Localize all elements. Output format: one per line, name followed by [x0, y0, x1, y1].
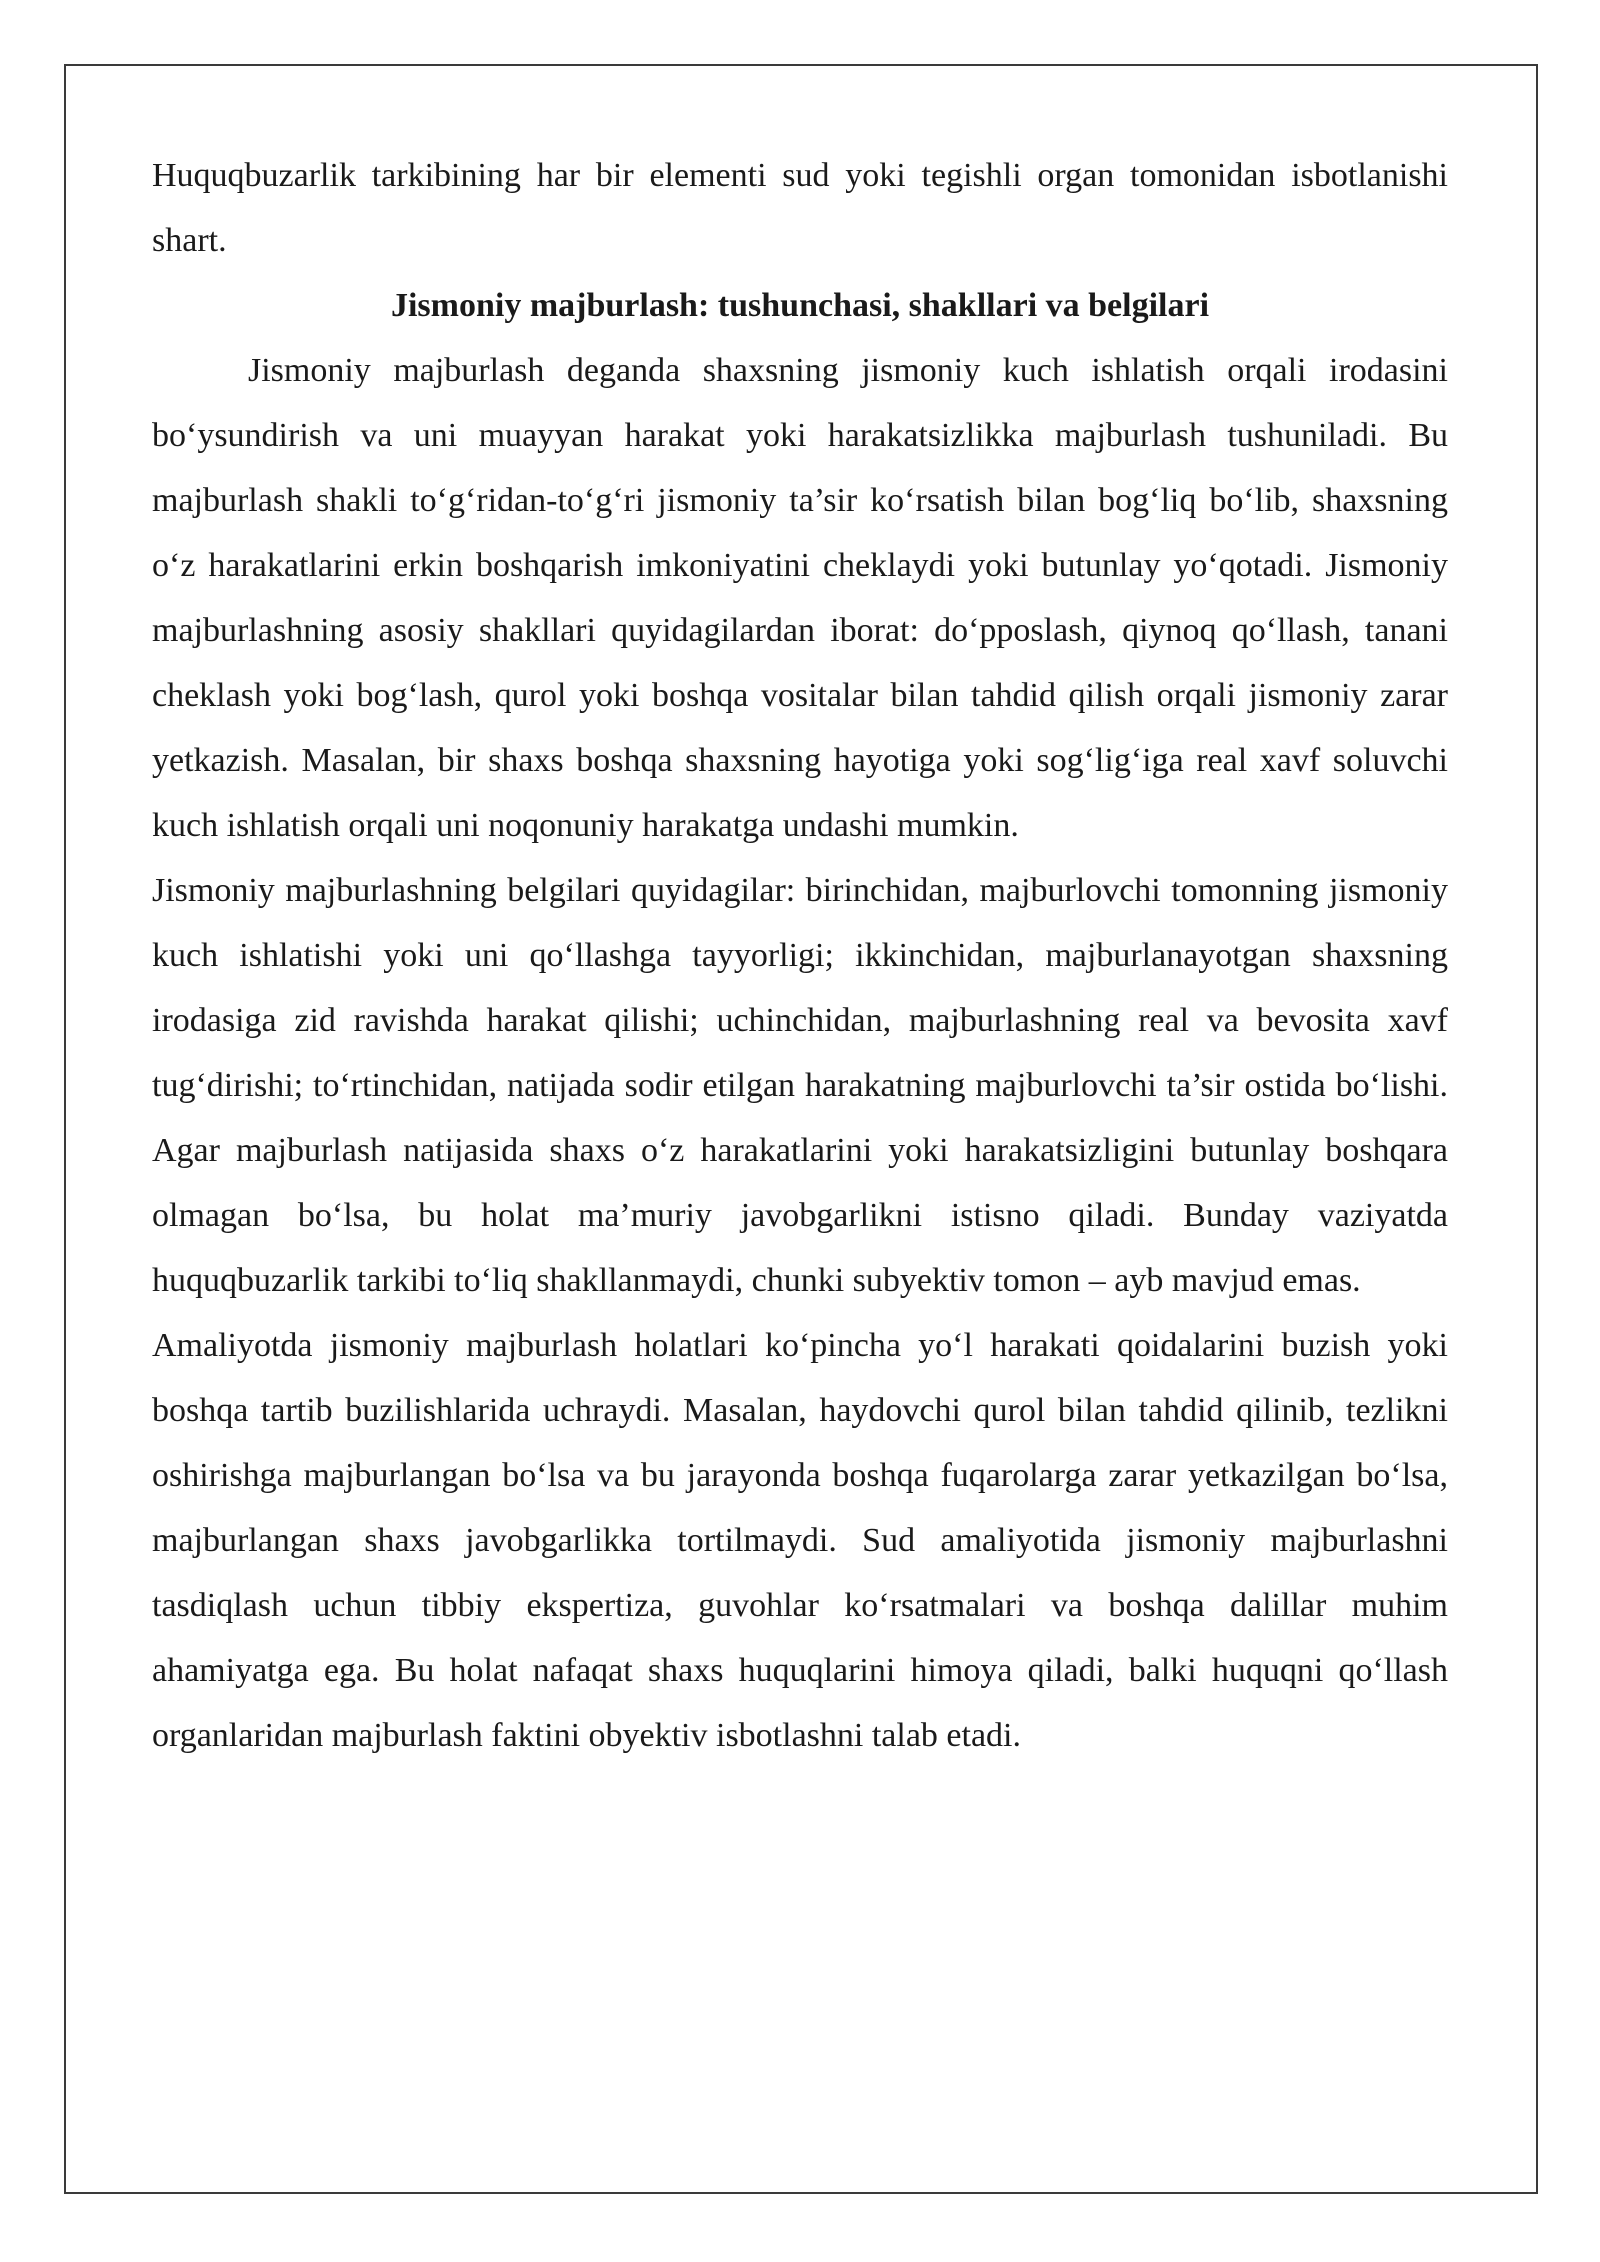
- intro-paragraph: Huquqbuzarlik tarkibining har bir elementi sud yoki tegishli organ tomonidan isbotlanishi shart.: [152, 157, 1448, 259]
- paragraph-practice: Amaliyotda jismoniy majburlash holatlari ko‘pincha yo‘l harakati qoidalarini buzish yoki boshqa tartib buzilishlarida uchraydi. Masalan, haydovchi qurol bilan tahdid qilinib, tezlikni oshirishga majburlangan bo‘lsa va bu jarayonda boshqa fuqarolarga zarar yetkazilgan bo‘lsa, majburlangan shaxs javobgarlikka tortilmaydi. Sud amaliyotida jismoniy majburlashni tasdiqlash uchun tibbiy ekspertiza, guvohlar ko‘rsatmalari va boshqa dalillar muhim ahamiyatga ega. Bu holat nafaqat shaxs huquqlarini himoya qiladi, balki huquqni qo‘llash organlaridan majburlash faktini obyektiv isbotlashni talab etadi.: [152, 1327, 1448, 1754]
- document-body: [152, 143, 1448, 1768]
- paragraph-signs: Jismoniy majburlashning belgilari quyidagilar: birinchidan, majburlovchi tomonning jismoniy kuch ishlatishi yoki uni qo‘llashga tayyorligi; ikkinchidan, majburlanayotgan shaxsning irodasiga zid ravishda harakat qilishi; uchinchidan, majburlashning real va bevosita xavf tug‘dirishi; to‘rtinchidan, natijada sodir etilgan harakatning majburlovchi ta’sir ostida bo‘lishi. Agar majburlash natijasida shaxs o‘z harakatlarini yoki harakatsizligini butunlay boshqara olmagan bo‘lsa, bu holat ma’muriy javobgarlikni istisno qiladi. Bunday vaziyatda huquqbuzarlik tarkibi to‘liq shakllanmaydi, chunki subyektiv tomon – ayb mavjud emas.: [152, 872, 1448, 1299]
- section-heading: Jismoniy majburlash: tushunchasi, shakllari va belgilari: [390, 287, 1210, 324]
- paragraph-definition: Jismoniy majburlash deganda shaxsning jismoniy kuch ishlatish orqali irodasini bo‘ysundirish va uni muayyan harakat yoki harakatsizlikka majburlash tushuniladi. Bu majburlash shakli to‘g‘ridan-to‘g‘ri jismoniy ta’sir ko‘rsatish bilan bog‘liq bo‘lib, shaxsning o‘z harakatlarini erkin boshqarish imkoniyatini cheklaydi yoki butunlay yo‘qotadi. Jismoniy majburlashning asosiy shakllari quyidagilardan iborat: do‘pposlash, qiynoq qo‘llash, tanani cheklash yoki bog‘lash, qurol yoki boshqa vositalar bilan tahdid qilish orqali jismoniy zarar yetkazish. Masalan, bir shaxs boshqa shaxsning hayotiga yoki sog‘lig‘iga real xavf soluvchi kuch ishlatish orqali uni noqonuniy harakatga undashi mumkin.: [152, 352, 1448, 844]
